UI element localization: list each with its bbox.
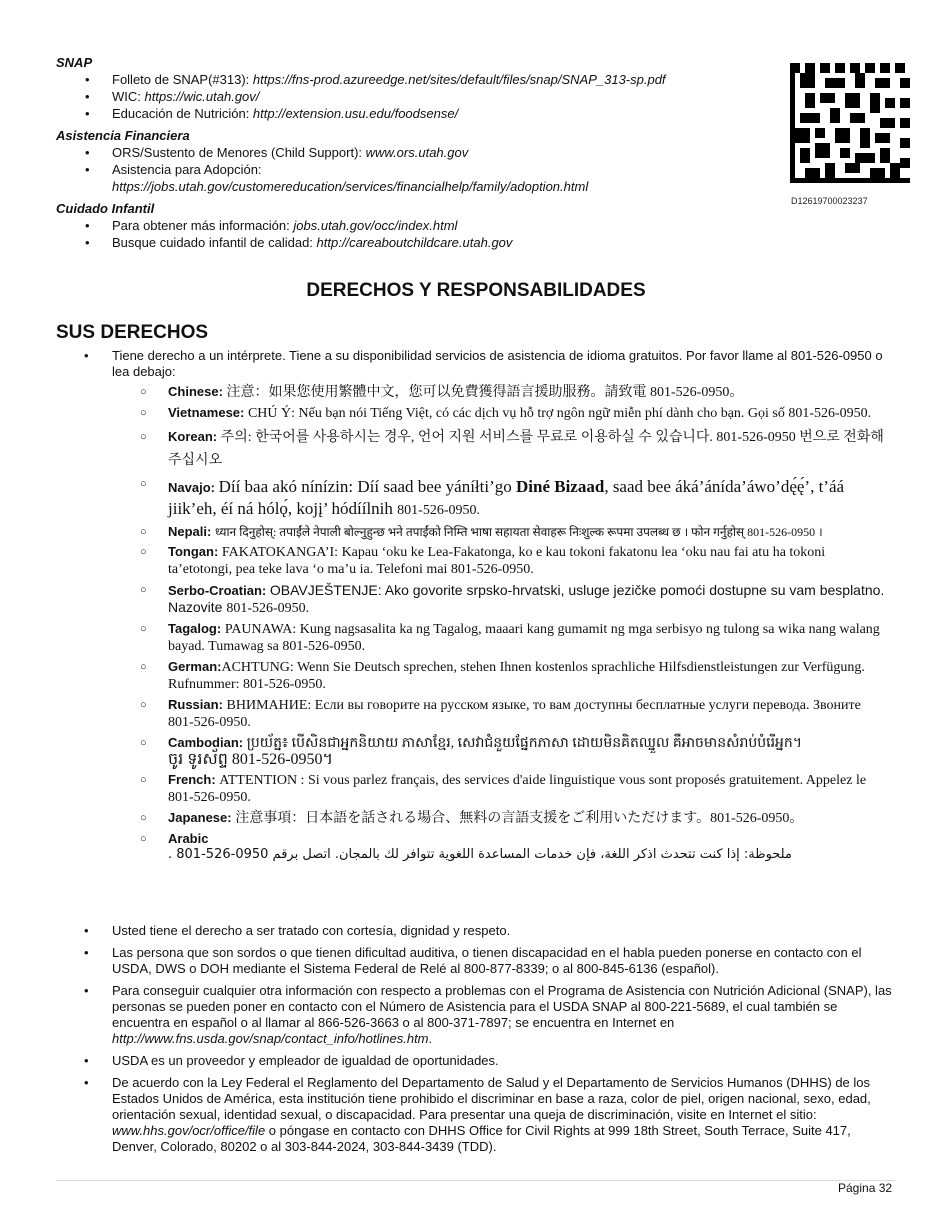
- snap-brochure-link[interactable]: https://fns-prod.azureedge.net/sites/default/files/snap/SNAP_313-sp.pdf: [252, 72, 666, 87]
- hhs-ocr-link[interactable]: www.hhs.gov/ocr/office/file: [112, 1123, 266, 1138]
- language-phone: 801-526-0950.: [397, 503, 480, 518]
- language-phone: 801-526-0950.: [226, 601, 310, 616]
- language-text-bold: Diné Bizaad: [516, 477, 605, 496]
- item-text: Usted tiene el derecho a ser tratado con cortesía, dignidad y respeto.: [112, 923, 511, 938]
- language-korean: [168, 426, 888, 472]
- language-text: CHÚ Ý: Nếu bạn nói Tiếng Việt, có các dịch vụ hỗ trợ ngôn ngữ miễn phí dành cho bạn. Gọi số 801-526-0950.: [247, 406, 872, 421]
- adoption-link[interactable]: https://jobs.utah.gov/customereducation/services/financialhelp/family/adoption.html: [112, 179, 589, 194]
- language-russian: [168, 697, 888, 731]
- barcode-icon: [790, 63, 910, 183]
- barcode-caption: D12619700023237: [791, 196, 868, 206]
- language-text-line2: ចូរ ទូរស័ព្ទ 801-526-0950។: [168, 751, 334, 768]
- list-item: [56, 923, 896, 939]
- language-text: Díí baa akó nínízin: Díí saad bee yáníłti’go: [218, 477, 516, 496]
- list-item: [112, 144, 756, 161]
- page-title: DERECHOS Y RESPONSABILIDADES: [306, 280, 646, 301]
- nutrition-link[interactable]: http://extension.usu.edu/foodsense/: [252, 106, 459, 121]
- interpreter-intro: Tiene derecho a un intérprete. Tiene a su disponibilidad servicios de asistencia de idioma gratuitos. Por favor llame al 801-526-0950 o lea debajo:: [112, 348, 883, 379]
- language-name: Serbo-Croatian:: [168, 583, 270, 598]
- snap-list: [56, 71, 756, 122]
- item-text: Para conseguir cualquier otra información con respecto a problemas con el Programa de Asistencia con Nutrición Adicional (SNAP), las personas se pueden poner en contacto con el Número de Asistencia para el USDA SNAP al 800-221-5689, el cual también se encuentra en español o al llamar al 866-526-3663 o al 800-371-7897; se encuentra en Internet en: [112, 983, 892, 1030]
- language-name: Nepali:: [168, 524, 215, 539]
- list-item: [112, 234, 756, 251]
- language-name: Tongan:: [168, 544, 222, 559]
- rights-heading: SUS DERECHOS: [56, 322, 209, 343]
- language-text: 주의: 한국어를 사용하시는 경우, 언어 지원 서비스를 무료로 이용하실 수 있습니다. 801-526-0950 번으로 전화해 주십시오: [168, 430, 884, 468]
- language-text: PAUNAWA: Kung nagsasalita ka ng Tagalog, maaari kang gumamit ng mga serbisyo ng tulong sa wika nang walang bayad. Tumawag sa 801-526-0950.: [168, 622, 880, 654]
- item-label: Folleto de SNAP(#313):: [112, 72, 253, 87]
- language-nepali: [168, 524, 888, 540]
- language-navajo: [168, 476, 888, 520]
- financial-heading: Asistencia Financiera: [56, 128, 190, 143]
- language-text: FAKATOKANGA’I: Kapau ‘oku ke Lea-Fakatonga, ko e kau tokoni fakatonu lea ‘oku nau fai atu ha tokoni ta’etotongi, pea teke lava ‘o ma’u ia. Telefoni mai 801-526-0950.: [168, 545, 826, 577]
- language-name: Navajo:: [168, 480, 219, 495]
- language-name: Tagalog:: [168, 621, 225, 636]
- list-item: [112, 161, 756, 195]
- language-serbo-croatian: [168, 582, 888, 617]
- language-tongan: [168, 544, 888, 578]
- language-text: ध्यान दिनुहोस्: तपाईंले नेपाली बोल्नुहुन्छ भने तपाईंको निम्ति भाषा सहायता सेवाहरू निःशुल्क रूपमा उपलब्ध छ । फोन गर्नुहोस् 801-526-0950 ।: [214, 525, 823, 539]
- language-text: ВНИМАНИЕ: Если вы говорите на русском языке, то вам доступны бесплатные услуги перевода. Звоните 801-526-0950.: [168, 698, 861, 730]
- item-label: Para obtener más información:: [112, 218, 294, 233]
- language-french: [168, 772, 888, 806]
- list-item: [56, 1075, 896, 1155]
- language-name: Korean:: [168, 429, 221, 444]
- childcare-list: [56, 217, 756, 251]
- item-tail: .: [428, 1031, 433, 1046]
- item-text: USDA es un proveedor y empleador de igualdad de oportunidades.: [112, 1053, 499, 1068]
- list-item: [112, 71, 756, 88]
- list-item: [112, 105, 756, 122]
- item-label: Busque cuidado infantil de calidad:: [112, 235, 317, 250]
- language-name: French:: [168, 772, 220, 787]
- language-name: Arabic: [168, 831, 209, 846]
- language-arabic: [168, 831, 888, 863]
- rights-section: [56, 348, 896, 867]
- list-item: [112, 88, 756, 105]
- childcare-heading: Cuidado Infantil: [56, 201, 155, 216]
- snap-heading: SNAP: [56, 55, 93, 70]
- language-name: Chinese:: [168, 384, 227, 399]
- item-label: ORS/Sustento de Menores (Child Support):: [112, 145, 366, 160]
- item-label: Asistencia para Adopción:: [112, 162, 262, 177]
- financial-list: [56, 144, 756, 195]
- list-item: [56, 945, 896, 977]
- item-text: Las persona que son sordos o que tienen dificultad auditiva, o tienen discapacidad en el habla pueden ponerse en contacto con el USDA, DWS o DOH mediante el Sistema Federal de Relé al 800-877-8339; o al 800-845-6136 (español).: [112, 945, 862, 976]
- language-text: , saad bee áká’ánída’áwo’dę́ę́’, t’áá jiik’eh, éí ná hólǫ́, kojį’ hódíílnih: [168, 477, 845, 518]
- item-tail: o póngase en contacto con DHHS Office for Civil Rights at 999 18th Street, South Terrace, Suite 417, Denver, Colorado, 80202 o al 303-844-2024, 303-844-3439 (TDD).: [112, 1123, 851, 1154]
- language-text: OBAVJEŠTENJE: Ako govorite srpsko-hrvatski, usluge jezičke pomoći dostupne su vam besplatno. Nazovite: [168, 582, 885, 615]
- language-text: ប្រយ័ត្ន៖ បើសិនជាអ្នកនិយាយ ភាសាខ្មែរ, សេវាជំនួយផ្នែកភាសា ដោយមិនគិតឈ្នួល គឺអាចមានសំរាប់បំរើអ្នក។: [246, 736, 803, 751]
- language-chinese: [168, 384, 888, 401]
- interpreter-item: [56, 348, 896, 380]
- language-tagalog: [168, 621, 888, 655]
- language-text: ATTENTION : Si vous parlez français, des services d'aide linguistique vous sont proposés gratuitement. Appelez le 801-526-0950.: [168, 773, 867, 805]
- language-vietnamese: [168, 405, 888, 422]
- item-label: Educación de Nutrición:: [112, 106, 253, 121]
- care-about-childcare-link[interactable]: http://careaboutchildcare.utah.gov: [316, 235, 513, 250]
- language-list: [56, 384, 888, 863]
- footer-divider: [56, 1180, 896, 1181]
- language-text: 注意：如果您使用繁體中文，您可以免費獲得語言援助服務。請致電 801-526-0950。: [226, 385, 744, 400]
- list-item: [112, 217, 756, 234]
- language-name: Vietnamese:: [168, 405, 248, 420]
- child-support-link[interactable]: www.ors.utah.gov: [365, 145, 469, 160]
- resources-section: [56, 54, 756, 256]
- language-name: Japanese:: [168, 810, 236, 825]
- language-text: 注意事項：日本語を話される場合、無料の言語支援をご利用いただけます。801-526-0950。: [235, 811, 804, 826]
- list-item: [56, 983, 896, 1047]
- language-japanese: [168, 810, 888, 827]
- rights-list: [56, 923, 896, 1161]
- language-text: ACHTUNG: Wenn Sie Deutsch sprechen, stehen Ihnen kostenlos sprachliche Hilfsdienstleistungen zur Verfügung. Rufnummer: 801-526-0950.: [168, 660, 865, 692]
- language-german: [168, 659, 888, 693]
- language-cambodian: [168, 735, 888, 768]
- list-item: [56, 1053, 896, 1069]
- wic-link[interactable]: https://wic.utah.gov/: [144, 89, 260, 104]
- language-text: ملحوظة: إذا كنت تتحدث اذكر اللغة، فإن خدمات المساعدة اللغوية تتوافر لك بالمجان. اتصل برقم 0950-526-801 .: [168, 847, 792, 862]
- item-text: De acuerdo con la Ley Federal el Reglamento del Departamento de Salud y el Departamento de Servicios Humanos (DHHS) de los Estados Unidos de América, esta institución tiene prohibido el discriminar en base a raza, color de piel, origen nacional, sexo, edad, orientación sexual, identidad sexual, o discapacidad. Para presentar una queja de discriminación, visite en Internet el sitio:: [112, 1075, 871, 1122]
- item-label: WIC:: [112, 89, 145, 104]
- occ-link[interactable]: jobs.utah.gov/occ/index.html: [293, 218, 458, 233]
- language-name: Russian:: [168, 697, 227, 712]
- language-name: German:: [168, 659, 222, 674]
- page-number: Página 32: [838, 1181, 893, 1195]
- fns-hotlines-link[interactable]: http://www.fns.usda.gov/snap/contact_info/hotlines.htm: [112, 1031, 429, 1046]
- language-name: Cambodian:: [168, 735, 247, 750]
